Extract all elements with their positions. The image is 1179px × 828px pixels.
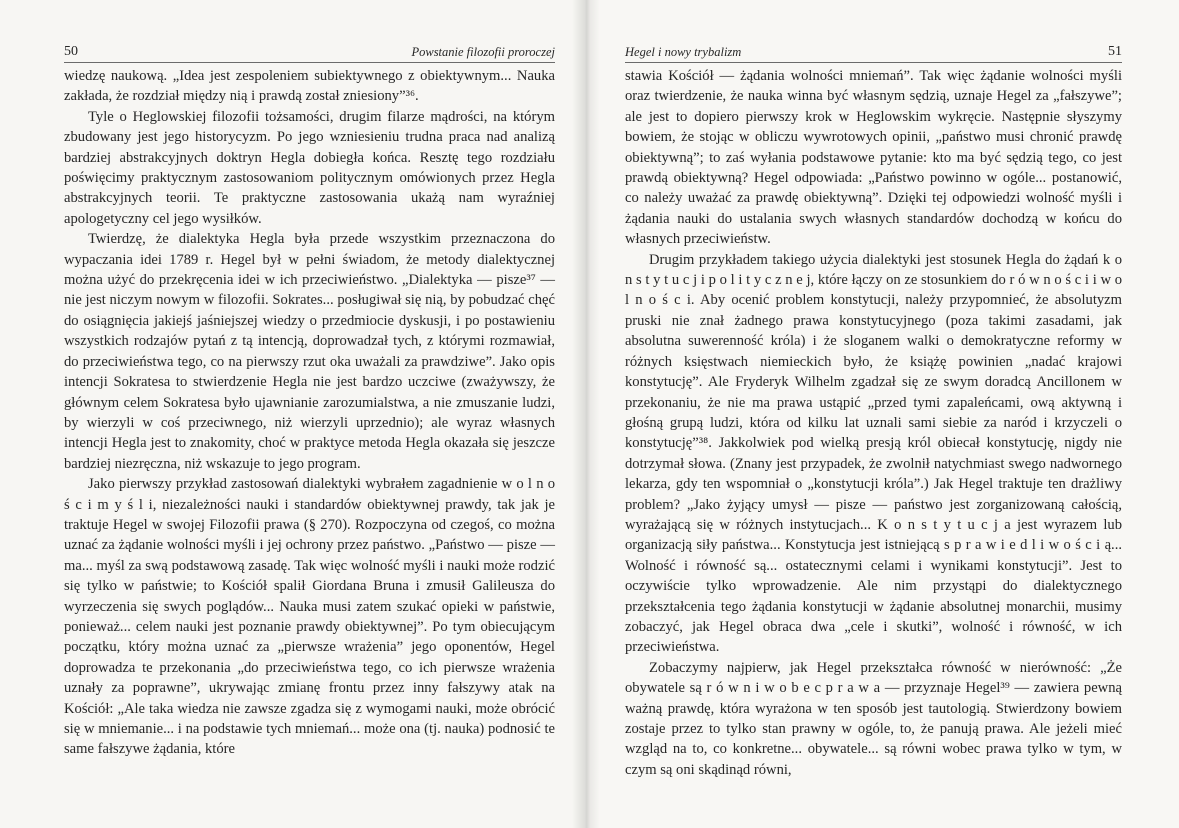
- right-page-header: [625, 42, 1122, 62]
- right-page-body: [625, 66, 1122, 780]
- paragraph: Jako pierwszy przykład zastosowań dialektyki wybrałem zagadnienie w o l n o ś c i m y ś l i, niezależności nauki i standardów obiektywnej prawdy, tak jak je traktuje Hegel w swojej Filozofii prawa (§ 270). Rozpoczyna od czegoś, co można uznać za żądanie wolności myśli i jej ochrony przez państwo. „Państwo — pisze — ma... myśl za swą podstawową zasadę. Tak więc wolność myśli i nauki może rodzić się tylko w państwie; to Kościół spalił Giordana Bruna i zmusił Galileusza do wyrzeczenia się swych poglądów... Nauka musi zatem szukać opieki w państwie, ponieważ... celem nauki jest poznanie prawdy obiektywnej”. Po tym obiecującym początku, który można uznać za „pierwsze wrażenia” jego oponentów, Hegel doprowadza te przekonania „do przeciwieństwa tego, co ich pierwsze wrażenia uznały za poprawne”, ukrywając zmianę frontu przez inny fałszywy atak na Kościół: „Ale taka wiedza nie zawsze zgadza się z wymogami nauki, może obrócić się w mniemanie... i na podstawie tych mniemań... może ona (tj. nauka) podnosić te same fałszywe żądania, które: [64, 476, 555, 758]
- paragraph: Zobaczymy najpierw, jak Hegel przekształca równość w nierówność: „Że obywatele są r ó w n i w o b e c p r a w a — przyznaje Hegel³⁹ — zawiera pewną ważną prawdę, która wyrażona w ten sposób jest tautologią. Stwierdzony bowiem zostaje przez to tylko stan prawny w ogóle, to, że panują prawa. Ale jeżeli mieć wzgląd na to, co konkretne... obywatele... są równi wobec prawa tylko w tym, w czym są oni skądinąd równi,: [625, 659, 1122, 778]
- book-gutter: [572, 0, 600, 828]
- page-number: 50: [64, 44, 78, 59]
- paragraph: Twierdzę, że dialektyka Hegla była przede wszystkim przeznaczona do wypaczania idei 1789 r. Hegel był w pełni świadom, że metody dialektycznej można użyć do przekręcenia idei w ich przeciwieństwo. „Dialektyka — pisze³⁷ — nie jest niczym nowym w filozofii. Sokrates... posługiwał się nią, by pobudzać chęć do osiągnięcia jakiejś jaśniejszej wiedzy o przedmiocie dyskusji, i po postawieniu wszystkich rodzajów pytań z tą intencją, doprowadzał tych, z którymi rozmawiał, do przeciwieństwa tego, co na pierwszy rzut oka uważali za prawdziwe”. Jako opis intencji Sokratesa to stwierdzenie Hegla nie jest bardzo uczciwe (zważywszy, że głównym celem Sokratesa było ujawnianie zarozumialstwa, a nie zmuszanie ludzi, by wierzyli w coś przeciwnego, niż wierzyli uprzednio); ale wyraz własnych intencji Hegla jest to znakomity, choć w praktyce metoda Hegla okazała się jeszcze bardziej niezręczna, niż wskazuje to jego program.: [64, 231, 555, 472]
- running-head: Hegel i nowy trybalizm: [625, 45, 742, 59]
- left-page-body: [64, 66, 555, 760]
- left-page-header: [64, 42, 555, 62]
- right-page: [584, 0, 1179, 828]
- running-head: Powstanie filozofii proroczej: [411, 45, 555, 59]
- paragraph: Drugim przykładem takiego użycia dialektyki jest stosunek Hegla do żądań k o n s t y t u c j i p o l i t y c z n e j, które łączy on ze stosunkiem do r ó w n o ś c i i w o l n o ś c i. Aby ocenić problem konstytucji, należy przypomnieć, że absolutyzm pruski nie znał żadnego prawa konstytucyjnego (poza takimi zasadami, jak absolutna suwerenność króla) i że sloganem walki o demokratyczne reformy w różnych księstwach niemieckich było, że książę powinien „nadać krajowi konstytucję”. Ale Fryderyk Wilhelm zgadzał się ze swym doradcą Ancillonem w przekonaniu, że nie ma prawa ustąpić „przed tymi zapaleńcami, ową aktywną i głośną grupą ludzi, która od kilku lat uznali sami siebie za naród i krzyczeli o konstytucję”³⁸. Jakkolwiek pod wielką presją król obiecał konstytucję, nigdy nie dotrzymał słowa. (Znany jest przypadek, że zwolnił natychmiast swego nadwornego lekarza, gdy ten wspomniał o „konstytucji króla”.) Jak Hegel traktuje ten drażliwy problem? „Jako żyjący umysł — pisze — państwo jest zorganizowaną całością, wyrażającą się w różnych instytucjach... K o n s t y t u c j a jest wyrazem lub organizacją siły państwa... Konstytucja jest istniejącą s p r a w i e d l i w o ś c i ą... Wolność i równość są... ostatecznymi celami i wynikami konstytucji”. Jest to oczywiście tylko wprowadzenie. Ale nim przystąpi do dialektycznego przekształcenia tego żądania konstytucji w żądanie absolutnej monarchii, musimy zobaczyć, jak Hegel obraca dwa „cele i skutki”, wolność i równość, w ich przeciwieństwa.: [625, 251, 1122, 656]
- paragraph: stawia Kościół — żądania wolności mniemań”. Tak więc żądanie wolności myśli oraz twierdzenie, że nauka winna być własnym sędzią, uznaje Hegel za „fałszywe”; ale jest to dopiero pierwszy krok w Heglowskim wykręcie. Następnie słyszymy bowiem, że stojąc w obliczu wywrotowych opinii, „państwo musi chronić prawdę obiektywną”; to zaś wyłania podstawowe pytanie: kto ma być sędzią tego, co jest prawdą obiektywną? Hegel odpowiada: „Państwo powinno w ogóle... postanowić, co należy uważać za prawdę obiektywną”. Dzięki tej odpowiedzi wolność myśli i żądania nauki do ustalania swych własnych standardów dochodzą w końcu do własnych przeciwieństw.: [625, 68, 1122, 248]
- page-number: 51: [1108, 44, 1122, 59]
- header-rule: [64, 62, 555, 63]
- paragraph: wiedzę naukową. „Idea jest zespoleniem subiektywnego z obiektywnym... Nauka zakłada, że rozdział między nią i prawdą został zniesiony”³⁶.: [64, 68, 555, 105]
- paragraph: Tyle o Heglowskiej filozofii tożsamości, drugim filarze mądrości, na którym zbudowany jest jego historycyzm. Po jego wzniesieniu trudna praca nad analizą bardziej abstrakcyjnych doktryn Hegla dobiegła końca. Resztę tego rozdziału poświęcimy praktycznym zastosowaniom politycznym omówionych przez Hegla abstrakcyjnych teorii. Te praktyczne zastosowania ukażą nam wyraźniej apologetyczny cel jego wysiłków.: [64, 108, 555, 227]
- header-rule: [625, 62, 1122, 63]
